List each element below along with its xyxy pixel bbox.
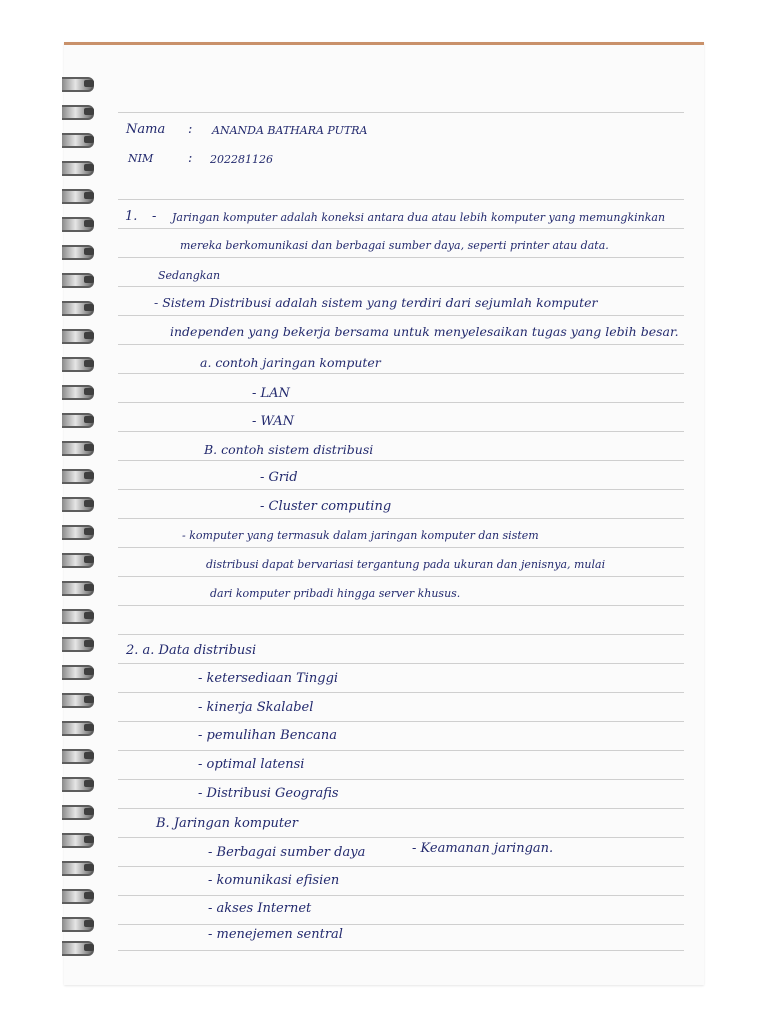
rule-line (118, 547, 684, 548)
rule-line (118, 518, 684, 519)
rule-line (118, 866, 684, 867)
spiral-ring (62, 497, 98, 510)
nim-label: NIM (128, 152, 154, 165)
rule-line (118, 808, 684, 809)
spiral-ring (62, 941, 98, 954)
rule-line (118, 576, 684, 577)
q2-b-item: - menejemen sentral (208, 927, 343, 942)
spiral-ring (62, 105, 98, 118)
spiral-ring (62, 721, 98, 734)
spiral-ring (62, 553, 98, 566)
spiral-ring (62, 637, 98, 650)
rule-line (118, 315, 684, 316)
q1-sedangkan: Sedangkan (158, 269, 221, 282)
rule-line (118, 228, 684, 229)
rule-line (118, 924, 684, 925)
q1-bullet2-line2: independen yang bekerja bersama untuk menyelesaikan tugas yang lebih besar. (170, 324, 679, 339)
spiral-ring (62, 77, 98, 90)
q1-bullet3-line2: distribusi dapat bervariasi tergantung pada ukuran dan jenisnya, mulai (206, 558, 606, 571)
spiral-ring (62, 385, 98, 398)
q2-a-item: - ketersediaan Tinggi (198, 671, 339, 686)
spiral-ring (62, 861, 98, 874)
rule-line (118, 750, 684, 751)
rule-line (118, 721, 684, 722)
rule-line (118, 779, 684, 780)
spiral-ring (62, 777, 98, 790)
q1-a-title: a. contoh jaringan komputer (200, 355, 381, 370)
q2-b-item: - akses Internet (208, 901, 312, 916)
q1-a-item: - LAN (252, 386, 290, 401)
spiral-ring (62, 833, 98, 846)
spiral-ring (62, 441, 98, 454)
spiral-ring (62, 329, 98, 342)
rule-line (118, 286, 684, 287)
nim-value: 202281126 (210, 153, 273, 166)
q1-bullet1-line2: mereka berkomunikasi dan berbagai sumber daya, seperti printer atau data. (180, 239, 609, 252)
spiral-ring (62, 273, 98, 286)
rule-line (118, 692, 684, 693)
q2-a-title: 2. a. Data distribusi (126, 643, 257, 658)
spiral-ring (62, 357, 98, 370)
spiral-ring (62, 889, 98, 902)
q1-b-item: - Grid (260, 470, 298, 485)
spiral-ring (62, 581, 98, 594)
q2-b-title: B. Jaringan komputer (156, 816, 298, 831)
q2-b-item: - komunikasi efisien (208, 873, 340, 888)
q1-bullet1-line1: Jaringan komputer adalah koneksi antara dua atau lebih komputer yang memungkinkan (172, 211, 666, 224)
spiral-ring (62, 133, 98, 146)
rule-line (118, 460, 684, 461)
spiral-ring (62, 665, 98, 678)
rule-line (118, 950, 684, 951)
rule-line (118, 634, 684, 635)
rule-line (118, 605, 684, 606)
rule-line (118, 431, 684, 432)
rule-line (118, 373, 684, 374)
spiral-ring (62, 161, 98, 174)
q2-a-item: - optimal latensi (198, 757, 305, 772)
q1-bullet3-line1: - komputer yang termasuk dalam jaringan komputer dan sistem (182, 529, 539, 542)
nim-separator: : (188, 151, 193, 166)
spiral-ring (62, 525, 98, 538)
rule-line (118, 199, 684, 200)
spiral-ring (62, 609, 98, 622)
q2-b-item: - Berbagai sumber daya (208, 845, 366, 860)
q2-b-extra-item: - Keamanan jaringan. (412, 841, 554, 856)
nama-label: Nama (126, 122, 166, 137)
rule-line (118, 344, 684, 345)
q1-bullet1-dash: - (152, 209, 157, 224)
q1-a-item: - WAN (252, 414, 295, 429)
q1-bullet2-line1: - Sistem Distribusi adalah sistem yang terdiri dari sejumlah komputer (154, 295, 598, 310)
rule-line (118, 895, 684, 896)
nama-separator: : (188, 122, 193, 137)
nama-value: ANANDA BATHARA PUTRA (212, 124, 368, 137)
spiral-ring (62, 245, 98, 258)
spiral-ring (62, 301, 98, 314)
rule-line (118, 837, 684, 838)
spiral-ring (62, 693, 98, 706)
rule-line (118, 112, 684, 113)
rule-line (118, 489, 684, 490)
spiral-ring (62, 917, 98, 930)
q2-a-item: - kinerja Skalabel (198, 700, 314, 715)
spiral-ring (62, 469, 98, 482)
rule-line (118, 402, 684, 403)
q1-b-title: B. contoh sistem distribusi (204, 442, 374, 457)
rule-line (118, 663, 684, 664)
q2-a-item: - Distribusi Geografis (198, 786, 339, 801)
spiral-ring (62, 805, 98, 818)
spiral-ring (62, 749, 98, 762)
q1-bullet3-line3: dari komputer pribadi hingga server khusus. (210, 587, 461, 600)
spiral-ring (62, 413, 98, 426)
spiral-ring (62, 217, 98, 230)
rule-line (118, 257, 684, 258)
q2-a-item: - pemulihan Bencana (198, 728, 337, 743)
q1-number: 1. (125, 209, 138, 224)
q1-b-item: - Cluster computing (260, 499, 392, 514)
spiral-ring (62, 189, 98, 202)
